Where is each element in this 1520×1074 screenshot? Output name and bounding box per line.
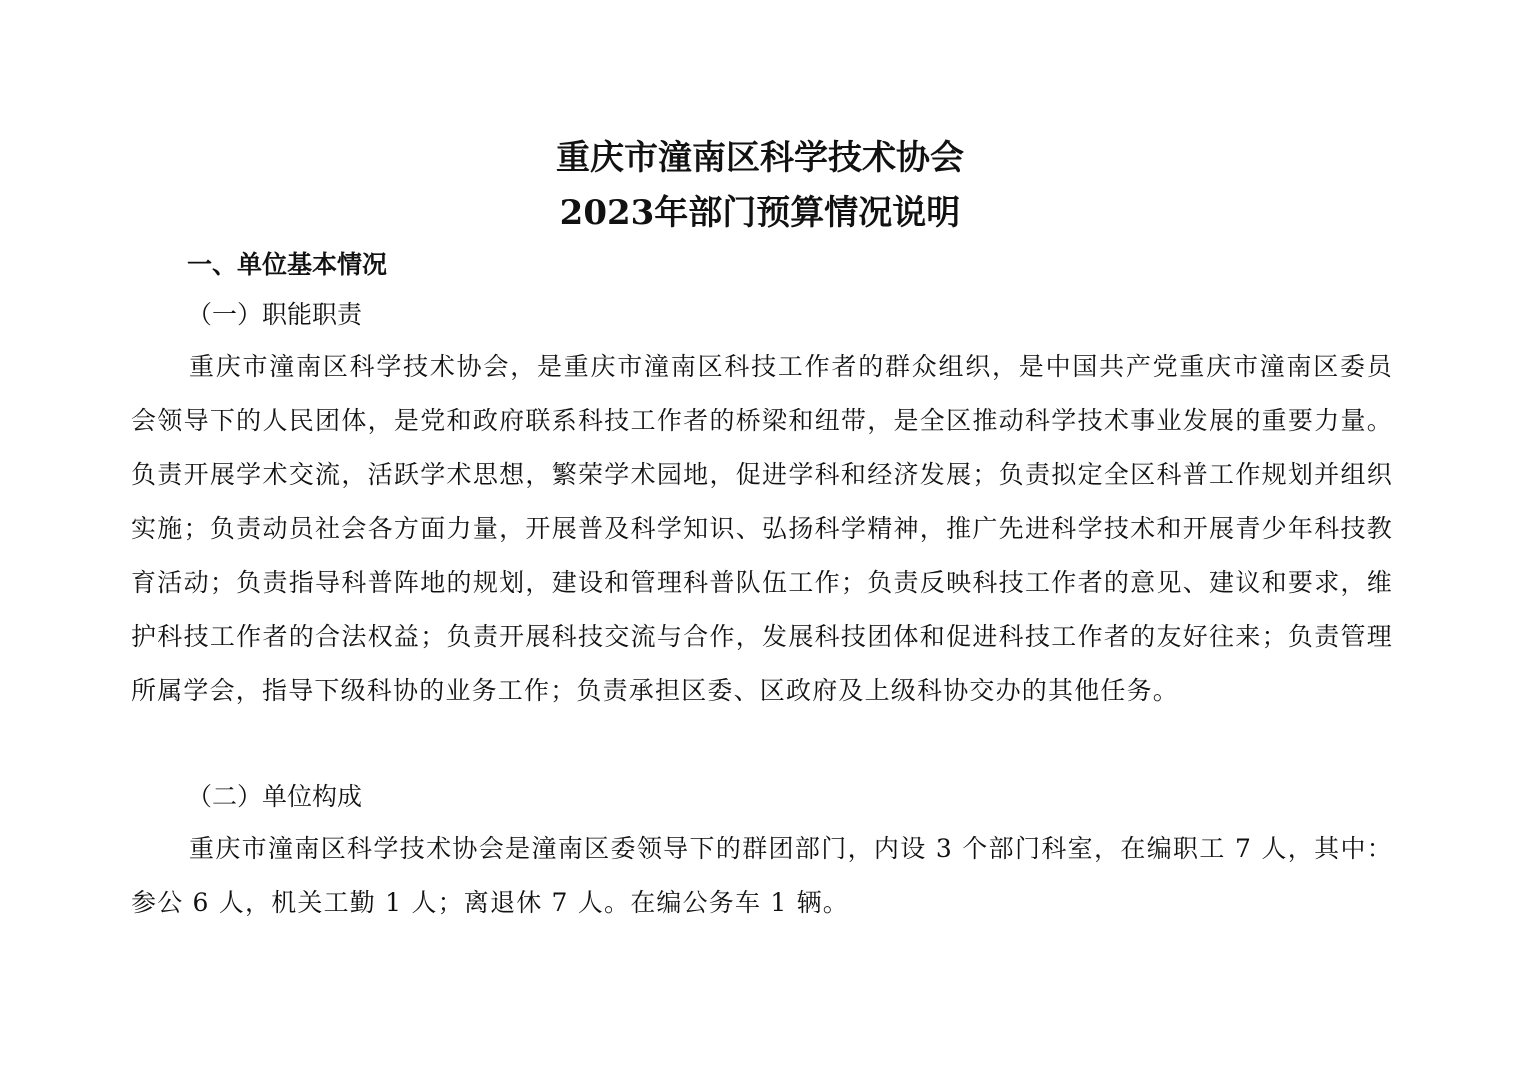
document-title-line1: 重庆市潼南区科学技术协会 xyxy=(556,138,964,178)
document-title-line2: 2023年部门预算情况说明 xyxy=(559,193,961,233)
section-heading-basic-info: 一、单位基本情况 xyxy=(187,250,388,279)
paragraph-composition: 重庆市潼南区科学技术协会是潼南区委领导下的群团部门，内设 3 个部门科室，在编职工 7 人，其中：参公 6 人，机关工勤 1 人；离退休 7 人。在编公务车 1 辆。 xyxy=(131,834,1393,917)
paragraph-functions: 重庆市潼南区科学技术协会，是重庆市潼南区科技工作者的群众组织，是中国共产党重庆市潼南区委员会领导下的人民团体，是党和政府联系科技工作者的桥梁和纽带，是全区推动科学技术事业发展的重要力量。负责开展学术交流，活跃学术思想，繁荣学术园地，促进学科和经济发展；负责拟定全区科普工作规划并组织实施；负责动员社会各方面力量，开展普及科学知识、弘扬科学精神，推广先进科学技术和开展青少年科技教育活动；负责指导科普阵地的规划，建设和管理科普队伍工作；负责反映科技工作者的意见、建议和要求，维护科技工作者的合法权益；负责开展科技交流与合作，发展科技团体和促进科技工作者的友好往来；负责管理所属学会，指导下级科协的业务工作；负责承担区委、区政府及上级科协交办的其他任务。 xyxy=(131,352,1393,705)
subsection-heading-composition: （二）单位构成 xyxy=(187,782,363,811)
subsection-heading-functions: （一）职能职责 xyxy=(187,300,363,329)
